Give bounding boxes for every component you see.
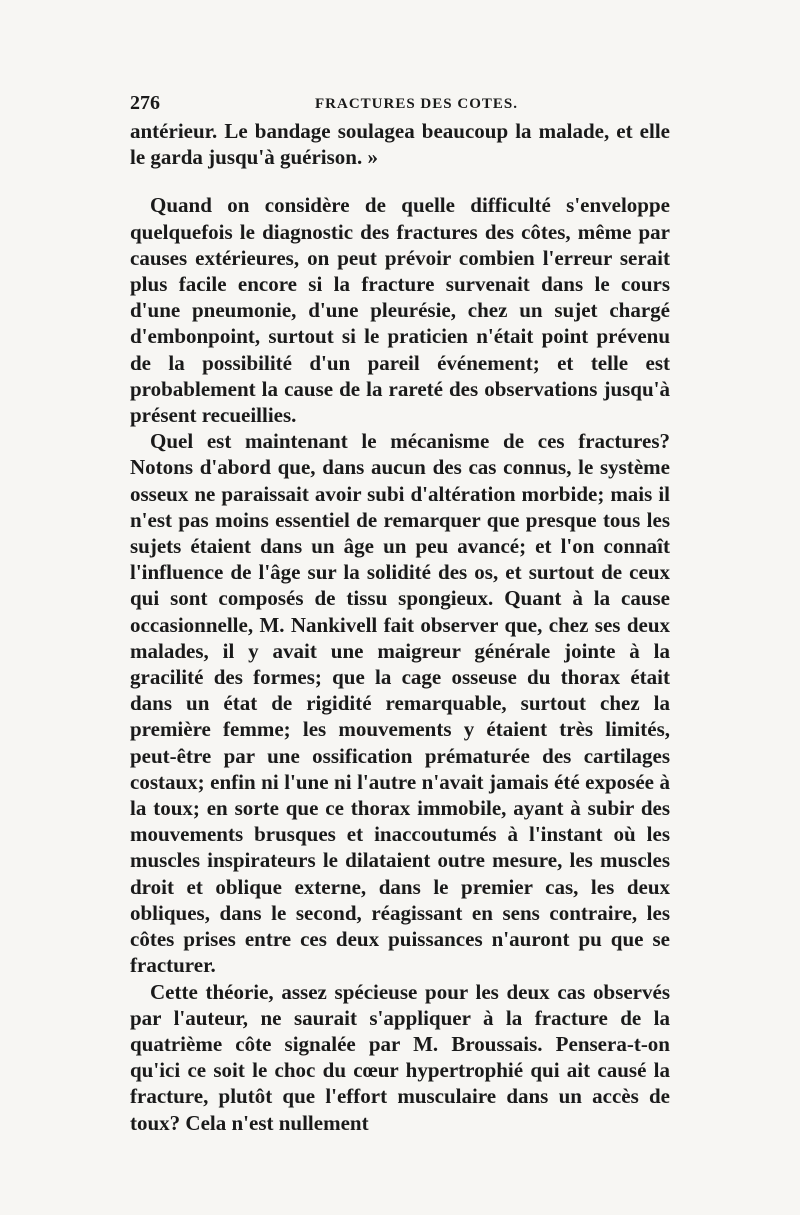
running-head — [130, 92, 670, 118]
paragraph-continuation: antérieur. Le bandage soulagea beaucoup la malade, et elle le garda jusqu'à guérison. » — [130, 119, 670, 170]
paragraph-diagnosis: Quand on considère de quelle difficulté s'enveloppe quelquefois le diagnostic des fractures des côtes, même par causes extérieures, on peut prévoir combien l'erreur serait plus facile encore si la fracture survenait dans le cours d'une pneumonie, d'une pleurésie, chez un sujet chargé d'embonpoint, surtout si le praticien n'était point prévenu de la possibilité d'un pareil événement; et telle est probablement la cause de la rareté des observations jusqu'à présent recueillies. — [130, 193, 670, 428]
paragraph-theory: Cette théorie, assez spécieuse pour les deux cas observés par l'auteur, ne saurait s'appliquer à la fracture de la quatrième côte signalée par M. Broussais. Pensera-t-on qu'ici ce soit le choc du cœur hypertrophié qui ait causé la fracture, plutôt que l'effort musculaire dans un accès de toux? Cela n'est nullement — [130, 979, 670, 1135]
page-number: 276 — [130, 92, 160, 114]
book-page — [130, 92, 670, 1136]
paragraph-mechanism: Quel est maintenant le mécanisme de ces fractures? Notons d'abord que, dans aucun des cas connus, le système osseux ne paraissait avoir subi d'altération morbide; mais il n'est pas moins essentiel de remarquer que presque tous les sujets étaient dans un âge un peu avancé; et l'on connaît l'influence de l'âge sur la solidité des os, et surtout de ceux qui sont composés de tissu spongieux. Quant à la cause occasionnelle, M. Nankivell fait observer que, chez ses deux malades, il y avait une maigreur générale jointe à la gracilité des formes; que la cage osseuse du thorax était dans un état de rigidité remarquable, surtout chez la première femme; les mouvements y étaient très limités, peut-être par une ossification prématurée des cartilages costaux; enfin ni l'une ni l'autre n'avait jamais été exposée à la toux; en sorte que ce thorax immobile, ayant à subir des mouvements brusques et inaccoutumés à l'instant où les muscles inspirateurs le dilataient outre mesure, les muscles droit et oblique externe, dans le premier cas, les deux obliques, dans le second, réagissant en sens contraire, les côtes prises entre ces deux puissances n'auront pu que se fracturer. — [130, 429, 670, 978]
running-title: FRACTURES DES COTES. — [315, 96, 518, 112]
